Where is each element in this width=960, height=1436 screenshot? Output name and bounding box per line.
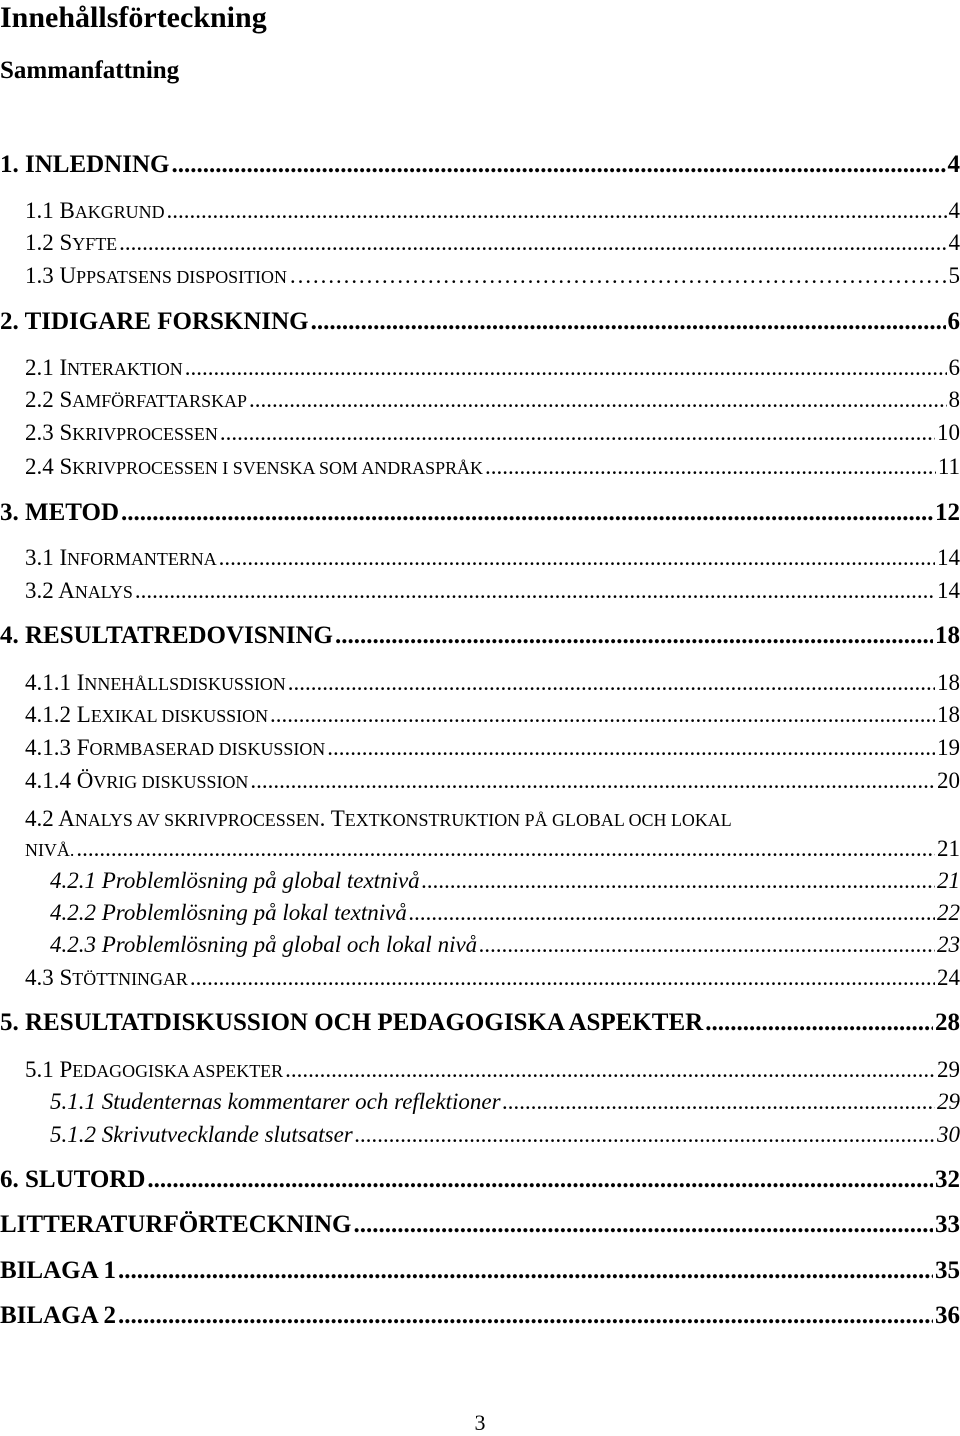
dot-leader (355, 1120, 935, 1150)
toc-page-number: 33 (935, 1211, 960, 1238)
toc-page-number: 32 (935, 1166, 960, 1193)
toc-entry-bakgrund[interactable]: 1.1 BAKGRUND ..... 4 (25, 196, 960, 227)
dot-leader (479, 930, 935, 960)
toc-page-number: 21 (937, 868, 960, 893)
toc-entry-pedagogiska-aspekter[interactable]: 5.1 PEDAGOGISKA ASPEKTER ..... 29 (25, 1055, 960, 1086)
toc-page-number: 12 (935, 499, 960, 526)
toc-entry-label: INLEDNING (25, 151, 170, 178)
toc-entry-metod[interactable]: 3. METOD ..... 12 (0, 498, 960, 528)
toc-page-number: 18 (937, 670, 960, 695)
dot-leader (270, 700, 935, 730)
dot-leader (119, 228, 946, 258)
toc-page-number: 23 (937, 932, 960, 957)
toc-entry-interaktion[interactable]: 2.1 INTERAKTION ..... 6 (25, 353, 960, 384)
dot-leader (285, 1055, 935, 1085)
dot-leader (250, 766, 935, 796)
dot-leader (219, 543, 935, 573)
dot-leader (121, 498, 933, 528)
toc-entry-innehallsdiskussion[interactable]: 4.1.1 INNEHÅLLSDISKUSSION ..... 18 (25, 668, 960, 699)
page-number: 3 (474, 1410, 486, 1435)
toc-entry-resultatdiskussion[interactable]: 5. RESULTATDISKUSSION OCH PEDAGOGISKA ASPEKTER ..... 28 (0, 1008, 960, 1038)
toc-entry-analys-av-skrivprocessen-line2[interactable]: NIVÅ. ..... 21 (25, 834, 960, 865)
dot-leader (249, 385, 947, 415)
toc-entry-skrivprocessen-svenska[interactable]: 2.4 SKRIVPROCESSEN I SVENSKA SOM ANDRASPRÅK ..... 11 (25, 452, 960, 483)
toc-entry-analys-av-skrivprocessen-line1[interactable]: 4.2 ANALYS AV SKRIVPROCESSEN. TEXTKONSTRUKTION PÅ GLOBAL OCH LOKAL (25, 806, 732, 831)
dot-leader (76, 834, 935, 864)
toc-page-number: 36 (935, 1302, 960, 1329)
toc-entry-ovrig-diskussion[interactable]: 4.1.4 ÖVRIG DISKUSSION ..... 20 (25, 766, 960, 797)
dot-leader (485, 452, 936, 482)
dot-leader (409, 898, 935, 928)
toc-entry-resultatredovisning[interactable]: 4. RESULTATREDOVISNING ..... 18 (0, 621, 960, 651)
toc-entry-litteraturforteckning[interactable]: LITTERATURFÖRTECKNING ..... 33 (0, 1210, 960, 1240)
dot-leader (118, 1301, 933, 1331)
toc-page-number: 8 (948, 387, 960, 412)
toc-entry-syfte[interactable]: 1.2 SYFTE ..... 4 (25, 228, 960, 259)
toc-entry-informanterna[interactable]: 3.1 INFORMANTERNA ..... 14 (25, 543, 960, 574)
toc-page-number: 29 (937, 1057, 960, 1082)
toc-page-number: 4 (948, 230, 960, 255)
toc-entry-skrivutvecklande-slutsatser[interactable]: 5.1.2 Skrivutvecklande slutsatser ..... 30 (50, 1120, 960, 1150)
toc-page-number: 18 (937, 702, 960, 727)
toc-entry-skrivprocessen[interactable]: 2.3 SKRIVPROCESSEN ..... 10 (25, 418, 960, 449)
toc-entry-lexikal-diskussion[interactable]: 4.1.2 LEXIKAL DISKUSSION ..... 18 (25, 700, 960, 731)
dot-leader (311, 307, 946, 337)
dot-leader (289, 261, 947, 291)
toc-page-number: 4 (947, 151, 960, 178)
toc-page-number: 21 (937, 836, 960, 861)
dot-leader (705, 1008, 933, 1038)
toc-entry-global-textniva[interactable]: 4.2.1 Problemlösning på global textnivå ..... 21 (50, 866, 960, 896)
toc-page-number: 6 (948, 355, 960, 380)
dot-leader (135, 576, 935, 606)
toc-page-number: 19 (937, 735, 960, 760)
toc-entry-slutord[interactable]: 6. SLUTORD ..... 32 (0, 1165, 960, 1195)
toc-page-number: 18 (935, 622, 960, 649)
dot-leader (147, 1165, 933, 1195)
toc-page-number: 35 (935, 1257, 960, 1284)
toc-page-number: 28 (935, 1009, 960, 1036)
toc-page-number: 10 (937, 420, 960, 445)
toc-entry-inledning[interactable]: 1. INLEDNING ..... 4 (0, 150, 960, 180)
dot-leader (167, 196, 947, 226)
toc-page-number: 29 (937, 1089, 960, 1114)
dot-leader (171, 150, 945, 180)
toc-entry-formbaserad-diskussion[interactable]: 4.1.3 FORMBASERAD DISKUSSION ..... 19 (25, 733, 960, 764)
toc-entry-global-och-lokal-niva[interactable]: 4.2.3 Problemlösning på global och lokal nivå ..... 23 (50, 930, 960, 960)
toc-page-number: 20 (937, 768, 960, 793)
toc-entry-tidigare-forskning[interactable]: 2. TIDIGARE FORSKNING ..... 6 (0, 307, 960, 337)
dot-leader (185, 353, 947, 383)
toc-page-number: 22 (937, 900, 960, 925)
dot-leader (190, 963, 935, 993)
dot-leader (503, 1087, 935, 1117)
toc-entry-studenternas-kommentarer[interactable]: 5.1.1 Studenternas kommentarer och reflektioner ..... 29 (50, 1087, 960, 1117)
toc-entry-samforfattarskap[interactable]: 2.2 SAMFÖRFATTARSKAP ..... 8 (25, 385, 960, 416)
toc-page-number: 14 (937, 578, 960, 603)
toc-page-number: 24 (937, 965, 960, 990)
toc-page-number: 30 (937, 1122, 960, 1147)
toc-page-number: 6 (947, 308, 960, 335)
toc-entry-uppsatsens-disposition[interactable]: 1.3 UPPSATSENS DISPOSITION …………………………………………………………………………………………………………………………………………………………………………………………………………………… 5 (25, 261, 960, 292)
dot-leader (354, 1210, 934, 1240)
dot-leader (422, 866, 935, 896)
toc-entry-lokal-textniva[interactable]: 4.2.2 Problemlösning på lokal textnivå ..... 22 (50, 898, 960, 928)
summary-heading: Sammanfattning (0, 57, 180, 84)
toc-page-number: 4 (948, 198, 960, 223)
toc-page-number: 5 (948, 263, 960, 288)
dot-leader (118, 1256, 933, 1286)
toc-page-number: 14 (937, 545, 960, 570)
dot-leader (327, 733, 935, 763)
toc-entry-stottningar[interactable]: 4.3 STÖTTNINGAR ..... 24 (25, 963, 960, 994)
dot-leader (220, 418, 935, 448)
dot-leader (335, 621, 933, 651)
toc-entry-analys[interactable]: 3.2 ANALYS ..... 14 (25, 576, 960, 607)
toc-title: Innehållsförteckning (0, 1, 267, 34)
toc-page-number: 11 (937, 454, 960, 479)
toc-entry-bilaga-2[interactable]: BILAGA 2 ..... 36 (0, 1301, 960, 1331)
dot-leader (288, 668, 935, 698)
toc-entry-bilaga-1[interactable]: BILAGA 1 ..... 35 (0, 1256, 960, 1286)
